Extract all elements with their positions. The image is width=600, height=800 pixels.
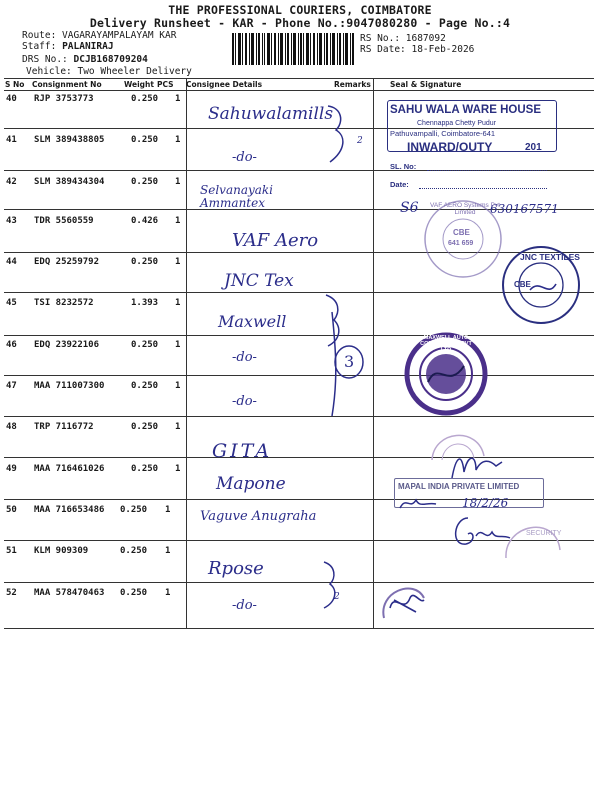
handwritten-scribble: S6 xyxy=(400,200,419,216)
table-row xyxy=(0,422,600,465)
col-weight: Weight xyxy=(124,80,154,89)
runsheet-subtitle: Delivery Runsheet - KAR - Phone No.:9047080280 - Page No.:4 xyxy=(89,16,511,30)
handwritten-consignee: JNC Tex xyxy=(224,271,294,291)
row-sno: 40 xyxy=(6,94,17,104)
row-consignment: TSI 8232572 xyxy=(34,298,94,308)
row-pcs: 1 xyxy=(175,216,181,226)
table-row xyxy=(0,381,600,424)
handwritten-ditto: -do- xyxy=(232,598,257,613)
handwritten-date: 18/2/26 xyxy=(462,496,509,510)
handwritten-consignee: Selvanayaki Ammantex xyxy=(200,183,274,210)
row-pcs: 1 xyxy=(165,505,171,515)
row-pcs: 1 xyxy=(165,546,171,556)
seal-pin: 641 659 xyxy=(448,240,474,247)
row-pcs: 1 xyxy=(175,257,181,267)
stamp-title: SAHU WALA WARE HOUSE xyxy=(390,104,541,116)
row-weight: 0.250 xyxy=(131,135,159,145)
row-consignment: TDR 5560559 xyxy=(34,216,94,226)
row-consignment: MAA 578470463 xyxy=(34,588,105,598)
row-sno: 42 xyxy=(6,177,17,187)
row-consignment: MAA 716653486 xyxy=(34,505,105,515)
table-row xyxy=(0,340,600,383)
col-seal: Seal & Signature xyxy=(390,80,462,89)
rs-number: RS No.: 1687092 xyxy=(360,33,446,44)
signature-mark xyxy=(446,512,516,552)
row-pcs: 1 xyxy=(175,94,181,104)
row-sno: 41 xyxy=(6,135,17,145)
seal-city: CBE xyxy=(514,280,531,289)
col-consignment: Consignment No xyxy=(32,80,102,89)
row-weight: 0.250 xyxy=(131,381,159,391)
row-sno: 44 xyxy=(6,257,17,267)
seal-ring-text: JNC TEXTILES xyxy=(520,252,580,262)
row-weight: 0.426 xyxy=(131,216,159,226)
seal-ring-text: SECURITY xyxy=(526,530,562,537)
col-sno: S No xyxy=(5,80,25,89)
row-sno: 48 xyxy=(6,422,17,432)
handwritten-ditto: -do- xyxy=(232,350,257,365)
row-weight: 0.250 xyxy=(131,464,159,474)
col-consignee: Consignee Details xyxy=(186,80,263,89)
row-pcs: 1 xyxy=(175,177,181,187)
row-sno: 50 xyxy=(6,505,17,515)
row-weight: 0.250 xyxy=(131,177,159,187)
col-pcs: PCS xyxy=(157,80,174,89)
handwritten-consignee: Maxwell xyxy=(218,312,287,331)
bottom-seal xyxy=(374,574,430,624)
row-weight: 0.250 xyxy=(131,257,159,267)
signature-mark xyxy=(446,448,506,482)
staff-label: Staff: xyxy=(22,41,57,52)
row-sno: 51 xyxy=(6,546,17,556)
row-sno: 45 xyxy=(6,298,17,308)
stamp-sl-label: SL. No: xyxy=(390,162,417,171)
row-weight: 0.250 xyxy=(131,422,159,432)
handwritten-ditto: -do- xyxy=(232,150,257,165)
rs-date: RS Date: 18-Feb-2026 xyxy=(360,44,475,55)
stamp-inward-no: 201 xyxy=(525,142,542,153)
stamp-address: Chennappa Chetty Pudur xyxy=(417,120,496,127)
sahu-wala-stamp xyxy=(387,98,557,198)
stamp-title: MAPAL INDIA PRIVATE LIMITED xyxy=(398,482,520,491)
brace-count: 2 xyxy=(334,592,340,602)
handwritten-consignee: Sahuwalamills xyxy=(208,104,334,124)
row-consignment: RJP 3753773 xyxy=(34,94,94,104)
handwritten-consignee: VAF Aero xyxy=(232,230,319,251)
row-weight: 0.250 xyxy=(131,94,159,104)
barcode xyxy=(232,33,356,65)
handwritten-number: 630167571 xyxy=(490,202,559,216)
row-weight: 0.250 xyxy=(120,588,148,598)
vaf-aero-seal xyxy=(422,198,504,280)
seal-ring-text: MAXWELL AUTO COMPONENTS PVT LTD xyxy=(420,335,472,353)
row-sno: 43 xyxy=(6,216,17,226)
row-weight: 0.250 xyxy=(120,505,148,515)
vehicle-text: Vehicle: Two Wheeler Delivery xyxy=(26,66,192,77)
handwritten-consignee: Rpose xyxy=(208,558,264,579)
row-consignment: TRP 7116772 xyxy=(34,422,94,432)
brace-count: 3 xyxy=(344,352,355,371)
runsheet-title: THE PROFESSIONAL COURIERS, COIMBATORE xyxy=(168,3,432,17)
handwritten-consignee: Mapone xyxy=(216,474,286,494)
row-sno: 46 xyxy=(6,340,17,350)
col-remarks: Remarks xyxy=(334,80,371,89)
row-consignment: MAA 716461026 xyxy=(34,464,105,474)
jnc-textiles-seal xyxy=(500,244,582,326)
table-top-rule xyxy=(4,78,594,79)
stamp-inward: INWARD/OUTY xyxy=(407,140,493,154)
row-consignment: EDQ 25259792 xyxy=(34,257,100,267)
handwritten-ditto: -do- xyxy=(232,394,257,409)
drs-number: DCJB168709204 xyxy=(73,54,148,65)
stamp-dotted-line xyxy=(419,188,547,189)
row-consignment: SLM 389434304 xyxy=(34,177,105,187)
stamp-address: Pathuvampalli, Coimbatore-641 xyxy=(390,129,496,138)
seal-city: CBE xyxy=(453,228,470,237)
signature-mark xyxy=(398,494,438,512)
row-pcs: 1 xyxy=(175,298,181,308)
row-consignment: SLM 389438805 xyxy=(34,135,105,145)
row-sno: 49 xyxy=(6,464,17,474)
route-text: Route: VAGARAYAMPALAYAM KAR xyxy=(22,30,177,41)
row-pcs: 1 xyxy=(175,135,181,145)
row-consignment: MAA 711007300 xyxy=(34,381,105,391)
row-pcs: 1 xyxy=(175,340,181,350)
row-pcs: 1 xyxy=(165,588,171,598)
staff-line xyxy=(22,41,114,52)
maxwell-seal xyxy=(404,332,488,416)
row-pcs: 1 xyxy=(175,464,181,474)
staff-name: PALANIRAJ xyxy=(62,41,114,52)
brace-count: 2 xyxy=(357,136,363,146)
row-consignment: KLM 909309 xyxy=(34,546,89,556)
row-weight: 0.250 xyxy=(120,546,148,556)
row-sno: 52 xyxy=(6,588,17,598)
row-consignment: EDQ 23922106 xyxy=(34,340,100,350)
handwritten-consignee: GITA xyxy=(212,440,273,462)
row-weight: 0.250 xyxy=(131,340,159,350)
stamp-date-label: Date: xyxy=(390,180,409,189)
drs-label: DRS No.: xyxy=(22,54,68,65)
drs-line xyxy=(22,54,148,65)
handwritten-consignee: Vaguve Anugraha xyxy=(200,509,317,524)
row-weight: 1.393 xyxy=(131,298,159,308)
row-pcs: 1 xyxy=(175,422,181,432)
table-row xyxy=(0,588,600,631)
table-header-rule xyxy=(4,90,594,91)
row-pcs: 1 xyxy=(175,381,181,391)
seal-ring-text: VAF AERO Systems Pvt Limited xyxy=(430,202,500,216)
row-sno: 47 xyxy=(6,381,17,391)
stamp-dotted-line xyxy=(427,170,547,171)
